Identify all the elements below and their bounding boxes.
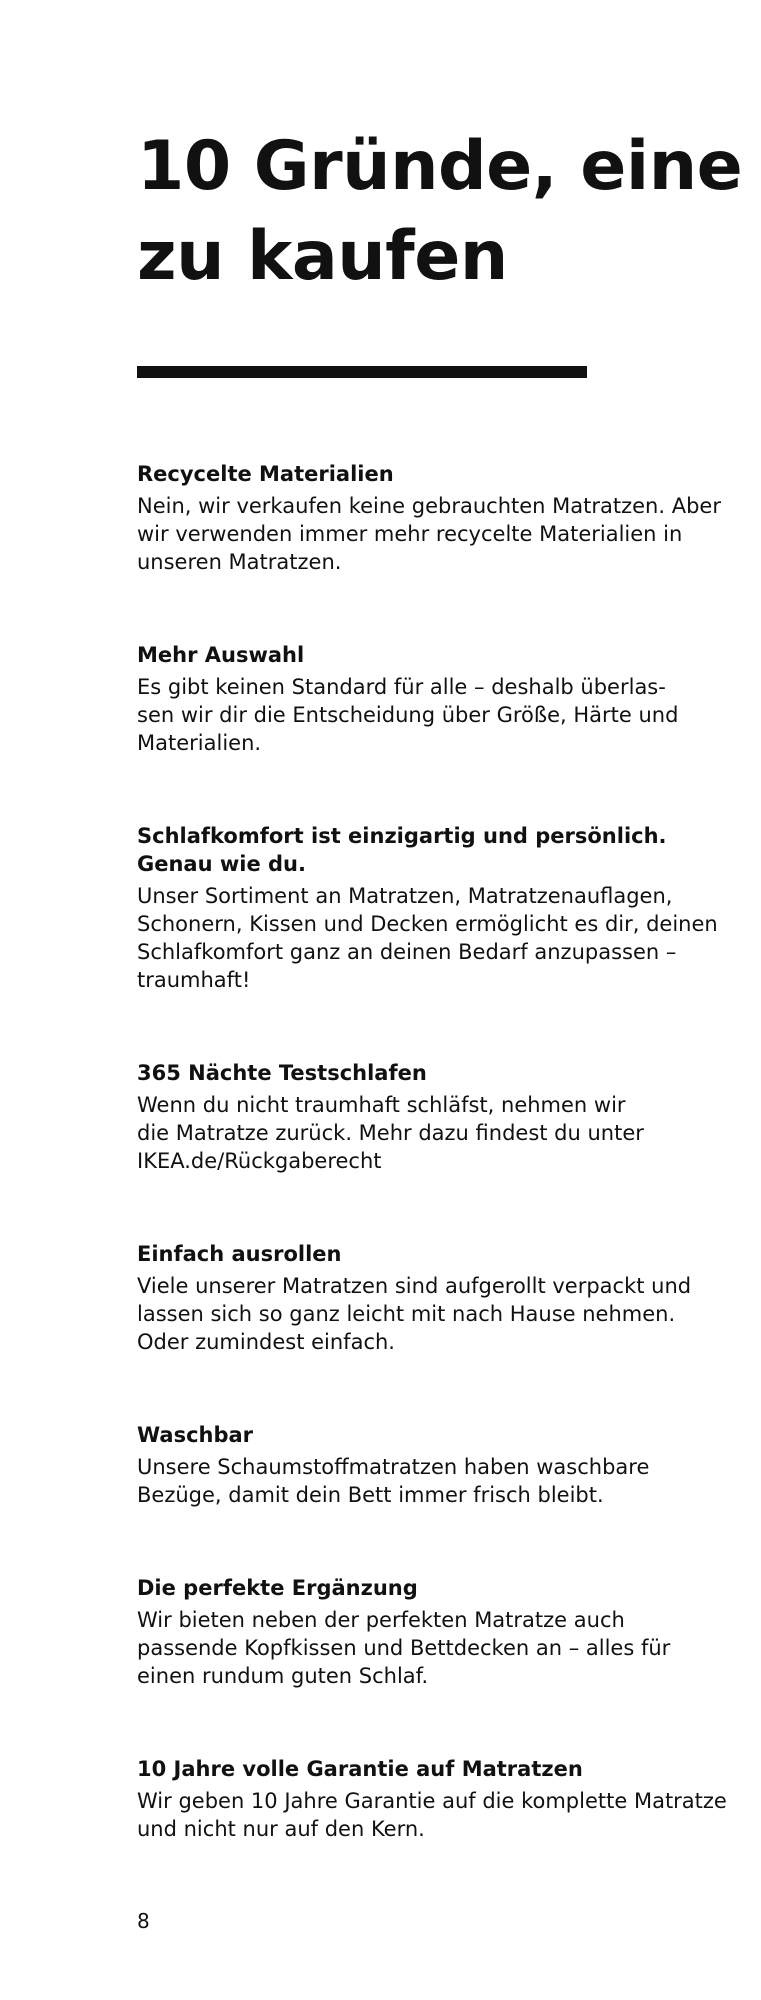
reason-text: Wenn du nicht traumhaft schläfst, nehmen wir die Matratze zurück. Mehr dazu findest du unter IKEA.de/Rückgaberecht xyxy=(137,1093,644,1173)
page-headline: 10 Gründe, eine zu kaufen xyxy=(137,127,743,296)
reason-text: Nein, wir verkaufen keine gebrauchten Matratzen. Aber wir verwenden immer mehr recycelte Materialien in unseren Matratzen. xyxy=(137,494,721,574)
reason-item xyxy=(137,822,747,994)
reason-title: Einfach ausrollen xyxy=(137,1242,342,1266)
reason-title: Schlafkomfort ist einzigartig und persönlich. Genau wie du. xyxy=(137,824,667,876)
reason-text: Unser Sortiment an Matratzen, Matratzenauflagen, Schonern, Kissen und Decken ermöglicht es dir, deinen Schlafkomfort ganz an deinen Bedarf anzupassen – traumhaft! xyxy=(137,884,718,992)
reason-item xyxy=(137,1574,747,1690)
reason-text: Wir geben 10 Jahre Garantie auf die komplette Matratze und nicht nur auf den Kern. xyxy=(137,1789,727,1841)
reason-item xyxy=(137,1240,747,1356)
reason-title: Recycelte Materialien xyxy=(137,462,394,486)
reason-item xyxy=(137,460,747,576)
reason-item xyxy=(137,1421,747,1509)
reason-title: 10 Jahre volle Garantie auf Matratzen xyxy=(137,1757,583,1781)
reason-text: Es gibt keinen Standard für alle – deshalb überlas- sen wir dir die Entscheidung über Größe, Härte und Materialien. xyxy=(137,675,679,755)
page-number: 8 xyxy=(137,1909,150,1933)
reason-title: Die perfekte Ergänzung xyxy=(137,1576,418,1600)
reason-title: Mehr Auswahl xyxy=(137,643,305,667)
reason-item xyxy=(137,1755,747,1843)
reason-text: Viele unserer Matratzen sind aufgerollt verpackt und lassen sich so ganz leicht mit nach Hause nehmen. Oder zumindest einfach. xyxy=(137,1274,692,1354)
reason-text: Wir bieten neben der perfekten Matratze auch passende Kopfkissen und Bettdecken an – alles für einen rundum guten Schlaf. xyxy=(137,1608,671,1688)
reasons-list xyxy=(137,460,747,1908)
reason-item xyxy=(137,1059,747,1175)
reason-title: Waschbar xyxy=(137,1423,254,1447)
reason-item xyxy=(137,641,747,757)
headline-divider xyxy=(137,366,587,378)
reason-title: 365 Nächte Testschlafen xyxy=(137,1061,427,1085)
reason-text: Unsere Schaumstoffmatratzen haben waschbare Bezüge, damit dein Bett immer frisch bleibt. xyxy=(137,1455,650,1507)
